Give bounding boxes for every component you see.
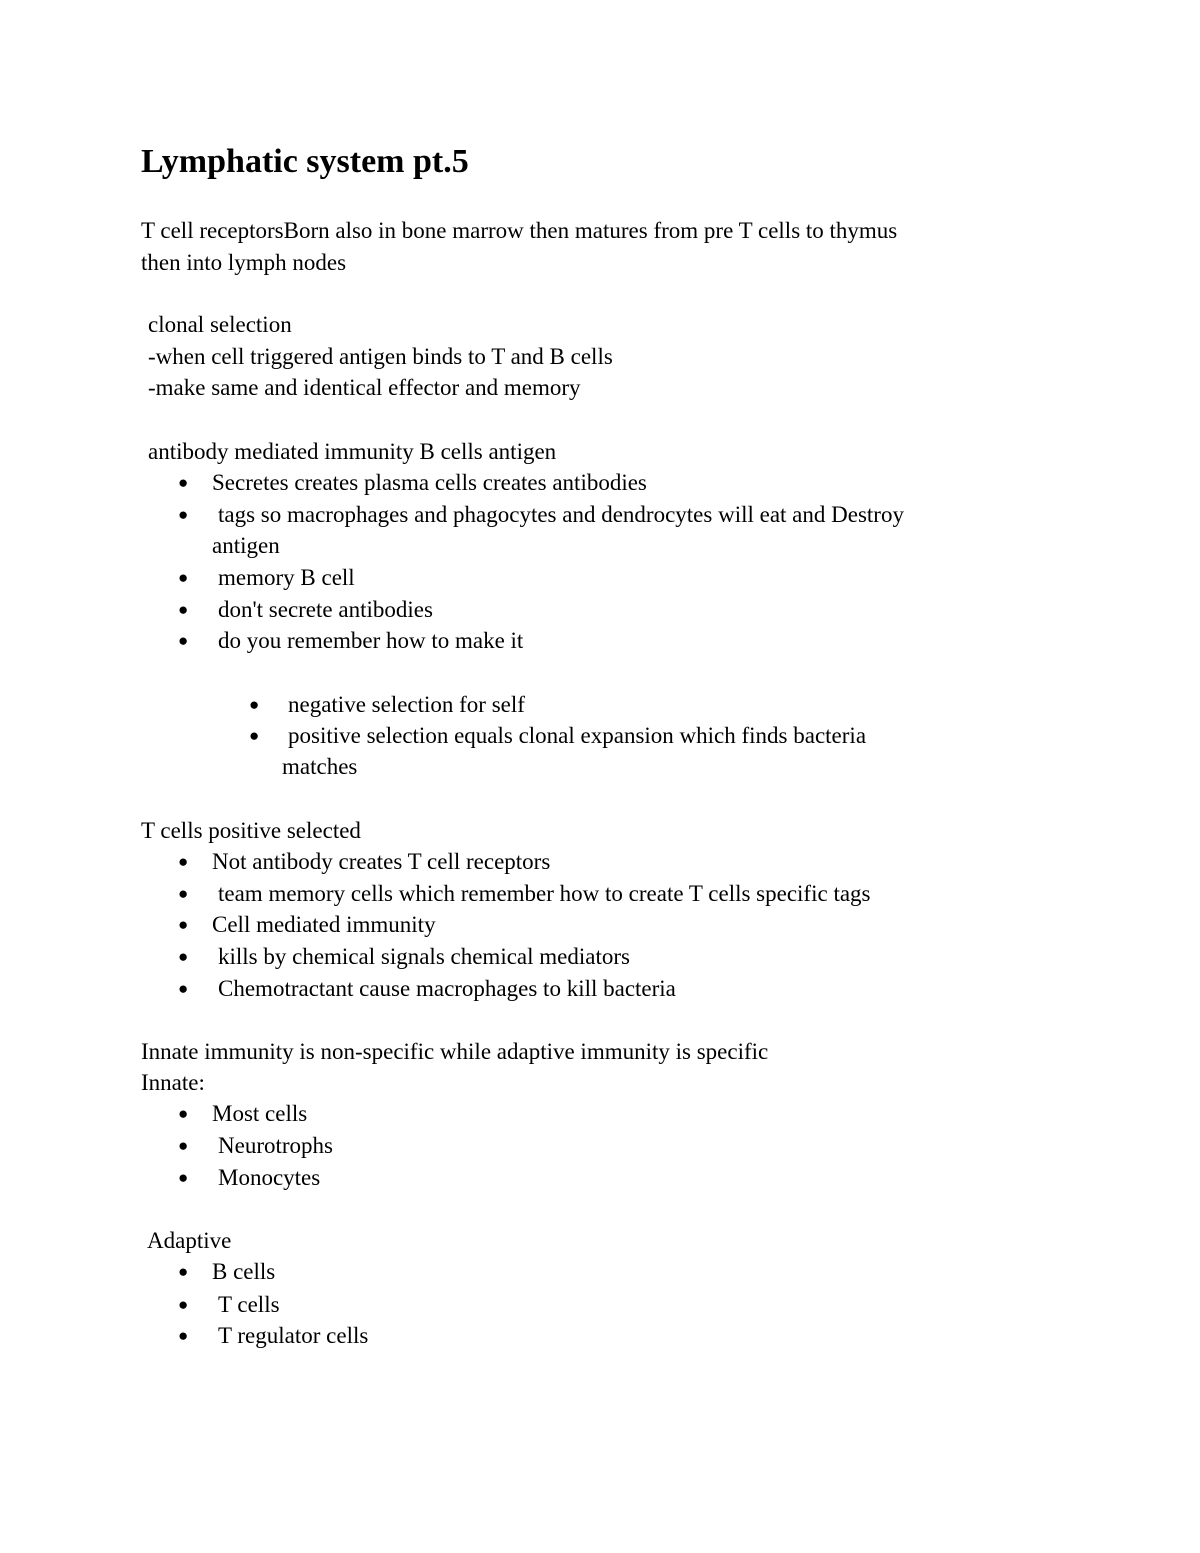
bullet-icon: ● [178,1326,189,1345]
bullet-icon: ● [249,726,260,745]
bullet-icon: ● [178,568,189,587]
sub-list-item: positive selection equals clonal expansion which finds bacteria [288,723,867,748]
adaptive-heading: Adaptive [147,1228,232,1253]
bullet-icon: ● [178,473,189,492]
intro-line: then into lymph nodes [141,250,347,275]
list-item: Monocytes [218,1165,321,1190]
bullet-icon: ● [178,884,189,903]
bullet-icon: ● [178,505,189,524]
bullet-icon: ● [178,1104,189,1123]
list-item: tags so macrophages and phagocytes and dendrocytes will eat and Destroy [218,502,904,527]
list-item: team memory cells which remember how to create T cells specific tags [218,881,871,906]
list-item: kills by chemical signals chemical mediators [218,944,630,969]
bullet-icon: ● [178,1295,189,1314]
clonal-selection-line: -when cell triggered antigen binds to T and B cells [148,344,613,369]
intro-line: T cell receptorsBorn also in bone marrow then matures from pre T cells to thymus [141,218,898,243]
bullet-icon: ● [178,631,189,650]
bullet-icon: ● [178,1262,189,1281]
list-item: T cells [218,1292,280,1317]
sub-list-item: negative selection for self [288,692,525,717]
bullet-icon: ● [178,1136,189,1155]
bullet-icon: ● [178,600,189,619]
list-item: Cell mediated immunity [212,912,436,937]
innate-heading: Innate: [141,1070,205,1095]
bullet-icon: ● [178,979,189,998]
list-item: Most cells [212,1101,308,1126]
tcells-heading: T cells positive selected [141,818,361,843]
sub-list-item-continuation: matches [282,754,358,779]
list-item: don't secrete antibodies [218,597,433,622]
list-item: do you remember how to make it [218,628,524,653]
page-title: Lymphatic system pt.5 [141,143,469,180]
list-item: Secretes creates plasma cells creates antibodies [212,470,647,495]
bullet-icon: ● [178,1168,189,1187]
bullet-icon: ● [178,947,189,966]
list-item: Neurotrophs [218,1133,333,1158]
list-item: B cells [212,1259,276,1284]
clonal-selection-line: -make same and identical effector and memory [148,375,581,400]
list-item: Chemotractant cause macrophages to kill bacteria [218,976,676,1001]
clonal-selection-heading: clonal selection [148,312,292,337]
antibody-heading: antibody mediated immunity B cells antigen [148,439,557,464]
list-item: Not antibody creates T cell receptors [212,849,551,874]
list-item: memory B cell [218,565,355,590]
list-item: T regulator cells [218,1323,369,1348]
innate-vs-adaptive-statement: Innate immunity is non-specific while adaptive immunity is specific [141,1039,769,1064]
bullet-icon: ● [178,852,189,871]
bullet-icon: ● [249,695,260,714]
bullet-icon: ● [178,915,189,934]
list-item-continuation: antigen [212,533,280,558]
